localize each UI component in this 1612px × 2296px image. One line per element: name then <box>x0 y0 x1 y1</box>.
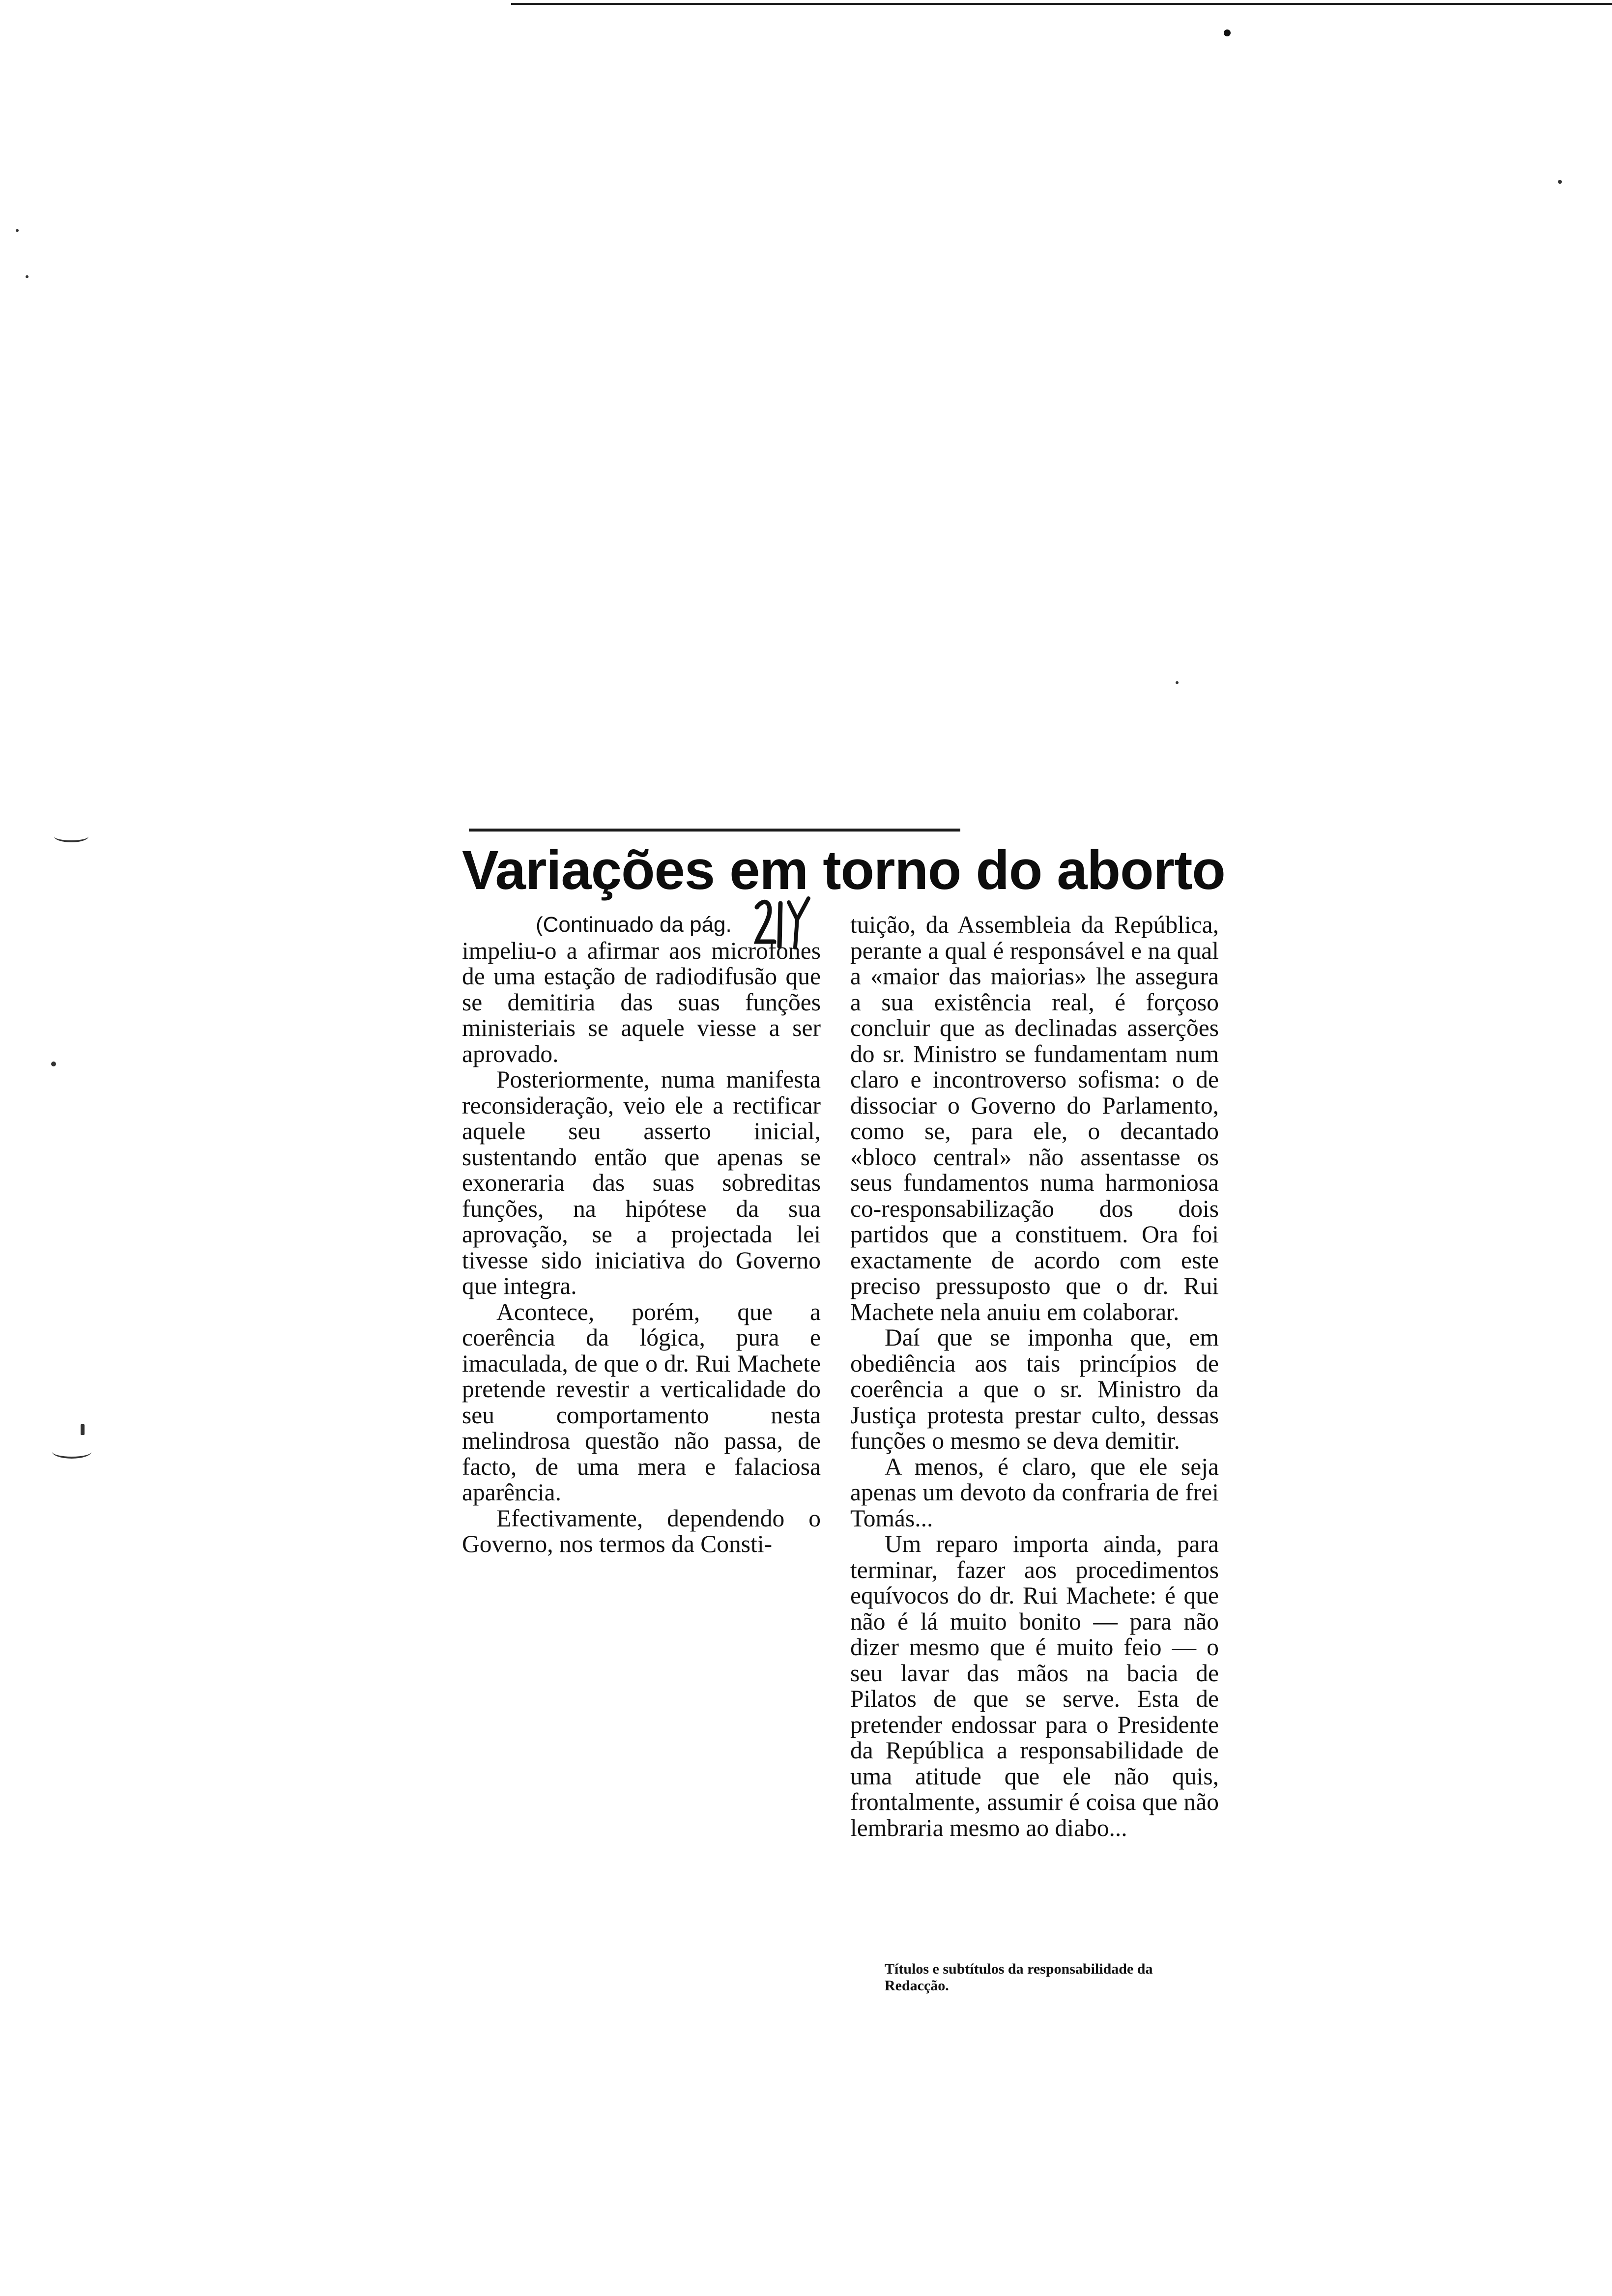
article-paragraph: Efectivamente, dependendo o Governo, nos termos da Consti- <box>462 1504 821 1557</box>
article-right-column <box>850 912 1219 1841</box>
scan-speck <box>81 1424 85 1435</box>
scan-speck <box>16 229 19 232</box>
article-paragraph: Acontece, porém, que a coerência da lógica, pura e imaculada, de que o dr. Rui Machete pretende revestir a verticalidade do seu comportamento nesta melindrosa questão não passa, de facto, de uma mera e falaciosa aparência. <box>462 1298 821 1506</box>
article-paragraph: Um reparo importa ainda, para terminar, fazer aos procedimentos equívocos do dr. Rui Machete: é que não é lá muito bonito — para não dizer mesmo que é muito feio — o seu lavar das mãos na bacia de Pilatos de que se serve. Esta de pretender endossar para o Presidente da República a responsabilidade de uma atitude que ele não quis, frontalmente, assumir é coisa que não lembraria mesmo ao diabo... <box>850 1530 1219 1841</box>
clipping-top-rule <box>469 829 960 832</box>
corner-mark <box>1224 29 1231 36</box>
article-paragraph: A menos, é claro, que ele seja apenas um devoto da confraria de frei Tomás... <box>850 1453 1219 1532</box>
margin-artifact <box>54 831 88 842</box>
article-paragraph: Daí que se imponha que, em obediência aos tais princípios de coerência a que o sr. Ministro da Justiça protesta prestar culto, dessas funções o mesmo se deva demitir. <box>850 1324 1219 1454</box>
continued-from-label: (Continuado da pág. <box>536 913 732 937</box>
article-paragraph: impeliu-o a afirmar aos microfones de uma estação de radiodifusão que se demitiria das suas funções ministeriais se aquele viesse a ser aprovado. <box>462 937 821 1067</box>
editorial-credit: Títulos e subtítulos da responsabilidade da Redacção. <box>885 1961 1153 1994</box>
article-title: Variações em torno do aborto <box>462 839 1225 901</box>
scan-speck <box>51 1062 56 1066</box>
top-border-line <box>511 3 1612 5</box>
scan-speck <box>26 275 29 278</box>
scan-speck <box>1558 180 1562 184</box>
margin-artifact <box>52 1445 91 1459</box>
article-paragraph: Posteriormente, numa manifesta reconsideração, veio ele a rectificar aquele seu asserto inicial, sustentando então que apenas se exoneraria das suas sobreditas funções, na hipótese da sua aprovação, se a projectada lei tivesse sido iniciativa do Governo que integra. <box>462 1066 821 1299</box>
article-left-column <box>462 912 821 1557</box>
scan-speck <box>1176 681 1179 684</box>
newspaper-clipping <box>462 829 1229 2047</box>
article-paragraph: tuição, da Assembleia da República, perante a qual é responsável e na qual a «maior das maiorias» lhe assegura a sua existência real, é forçoso concluir que as declinadas asserções do sr. Ministro se fundamentam num claro e incontroverso sofisma: o de dissociar o Governo do Parlamento, como se, para ele, o decantado «bloco central» não assentasse os seus fundamentos numa harmoniosa co-responsabilização dos dois partidos que a constituem. Ora foi exactamente de acordo com este preciso pressuposto que o dr. Rui Machete nela anuiu em colaborar. <box>850 911 1219 1325</box>
